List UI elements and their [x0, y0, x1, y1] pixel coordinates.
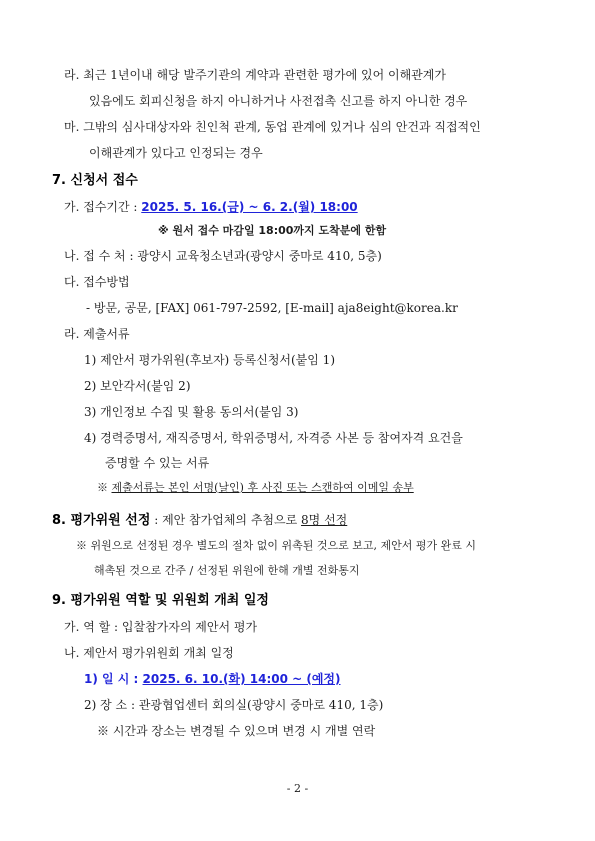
document-item-4-line1: 4) 경력증명서, 재직증명서, 학위증명서, 자격증 사본 등 참여자격 요건을 [84, 431, 463, 445]
item-ra-line1: 라. 최근 1년이내 해당 발주기관의 계약과 관련한 평가에 있어 이해관계가 [64, 68, 446, 82]
application-place: 나. 접 수 처 : 광양시 교육청소년과(광양시 중마로 410, 5층) [64, 249, 382, 263]
committee-date [84, 670, 341, 688]
schedule-note: ※ 시간과 장소는 변경될 수 있으며 변경 시 개별 연락 [97, 724, 376, 738]
evaluator-role: 가. 역 할 : 입찰참가자의 제안서 평가 [64, 620, 258, 634]
section-7-heading: 7. 신청서 접수 [52, 173, 138, 188]
application-period-value: 2025. 5. 16.(금) ~ 6. 2.(월) 18:00 [141, 200, 358, 214]
selection-note-line1: ※ 위원으로 선정된 경우 별도의 절차 없이 위촉된 것으로 보고, 제안서 평가 완료 시 [76, 539, 476, 552]
page-number: - 2 - [286, 782, 309, 795]
committee-place: 2) 장 소 : 관광협업센터 회의실(광양시 중마로 410, 1층) [84, 698, 384, 712]
item-ma-line1: 마. 그밖의 심사대상자와 친인척 관계, 동업 관계에 있거나 심의 안건과 직접적인 [64, 120, 481, 134]
section-8-title: 8. 평가위원 선정 [52, 513, 151, 528]
item-ra-line2: 있음에도 회피신청을 하지 아니하거나 사전접촉 신고를 하지 아니한 경우 [89, 94, 468, 108]
document-item-3: 3) 개인정보 수집 및 활용 동의서(붙임 3) [84, 405, 299, 419]
documents-note-mark: ※ [97, 481, 112, 494]
application-period [64, 198, 358, 216]
committee-schedule-heading: 나. 제안서 평가위원회 개최 일정 [64, 646, 234, 660]
documents-note-text: 제출서류는 본인 서명(날인) 후 사진 또는 스캔하여 이메일 송부 [111, 481, 414, 494]
item-ma-line2: 이해관계가 있다고 인정되는 경우 [89, 146, 263, 160]
section-8-text: : 제안 참가업체의 추첨으로 [150, 513, 302, 527]
document-item-1: 1) 제안서 평가위원(후보자) 등록신청서(붙임 1) [84, 353, 336, 367]
document-item-4-line2: 증명할 수 있는 서류 [105, 456, 210, 470]
required-documents-heading: 라. 제출서류 [64, 327, 130, 341]
committee-date-value: 2025. 6. 10.(화) 14:00 ~ (예정) [142, 672, 341, 686]
deadline-note: ※ 원서 접수 마감일 18:00까지 도착분에 한함 [158, 224, 387, 237]
application-method: 다. 접수방법 [64, 275, 130, 289]
application-method-detail: - 방문, 공문, [FAX] 061-797-2592, [E-mail] aja8eight@korea.kr [86, 301, 458, 315]
section-8-count: 8명 선정 [301, 513, 348, 527]
selection-note-line2: 해촉된 것으로 간주 / 선정된 위원에 한해 개별 전화통지 [94, 564, 360, 577]
committee-date-label: 1) 일 시 : [84, 672, 143, 686]
documents-note [97, 479, 414, 497]
document-item-2: 2) 보안각서(붙임 2) [84, 379, 191, 393]
application-period-label: 가. 접수기간 : [64, 200, 142, 214]
section-9-heading: 9. 평가위원 역할 및 위원회 개최 일정 [52, 593, 269, 608]
section-8-heading [52, 511, 347, 530]
